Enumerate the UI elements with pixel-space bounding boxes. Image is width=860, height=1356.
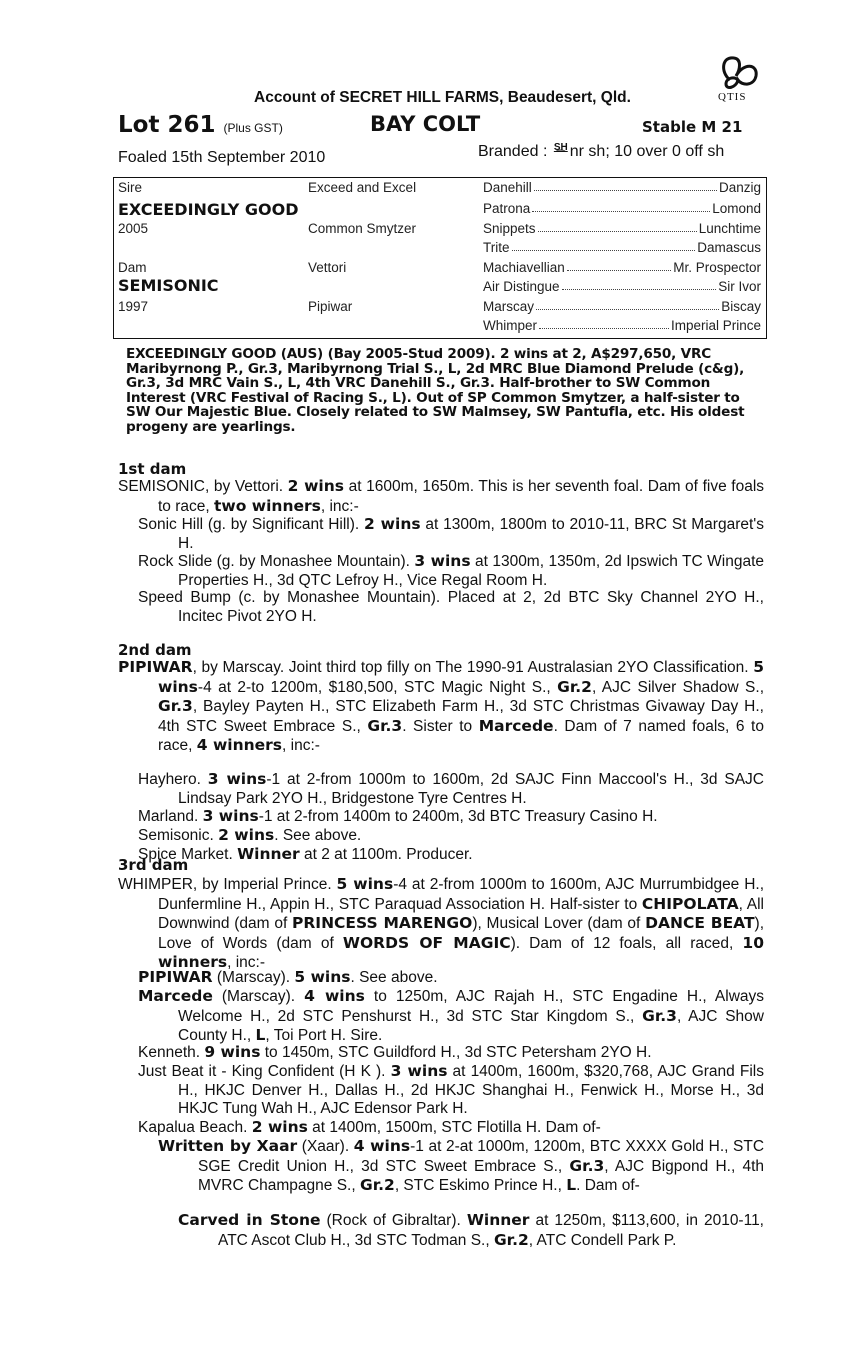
progeny-entry: Hayhero. 3 wins-1 at 2-from 1000m to 1600m, 2d SAJC Finn Maccool's H., 3d SAJC Lindsay Park 2YO H., Bridgestone Tyre Centres H. xyxy=(138,770,764,807)
section-heading-1st-dam: 1st dam xyxy=(118,460,187,478)
qtis-logo xyxy=(714,50,764,106)
dam-year: 1997 xyxy=(118,299,149,314)
sire-dam: Common Smytzer xyxy=(308,221,417,236)
dam-entry: SEMISONIC, by Vettori. 2 wins at 1600m, 1650m. This is her seventh foal. Dam of five foals to race, two winners, inc:- xyxy=(118,477,765,515)
progeny-entry: Marland. 3 wins-1 at 2-from 1400m to 2400m, 3d BTC Treasury Casino H. xyxy=(138,807,658,825)
progeny-entry: Kapalua Beach. 2 wins at 1400m, 1500m, STC Flotilla H. Dam of- xyxy=(138,1118,601,1136)
progeny-entry: Written by Xaar (Xaar). 4 wins-1 at 2-at 1000m, 1200m, BTC XXXX Gold H., STC SGE Credit Union H., 3d STC Sweet Embrace S., Gr.3, AJC Bigpond H., 4th MVRC Champagne S., Gr.2, STC Eskimo Prince H., L. Dam of- xyxy=(158,1137,765,1195)
progeny-entry: Marcede (Marscay). 4 wins to 1250m, AJC Rajah H., STC Engadine H., Always Welcome H., 2d STC Penshurst H., 3d STC Star Kingdom S., Gr.3, AJC Show County H., L, Toi Port H. Sire. xyxy=(138,987,765,1045)
foaled-date: Foaled 15th September 2010 xyxy=(118,149,326,166)
dam-entry: WHIMPER, by Imperial Prince. 5 wins-4 at 2-from 1000m to 1600m, AJC Murrumbidgee H., Dunfermline H., Appin H., STC Paraquad Association H. Half-sister to CHIPOLATA, All Downwind (dam of PRINCESS MARENGO), Musical Lover (dam of DANCE BEAT), Love of Words (dam of WORDS OF MAGIC). Dam of 12 foals, all raced, 10 winners, inc:- xyxy=(118,875,765,972)
dam-name: SEMISONIC xyxy=(118,276,219,295)
sire-sire: Exceed and Excel xyxy=(308,180,417,195)
sire-summary: EXCEEDINGLY GOOD (AUS) (Bay 2005-Stud 2009). 2 wins at 2, A$297,650, VRC Maribyrnong P., Gr.3, Maribyrnong Trial S., L, 2d MRC Blue Diamond Prelude (c&g), Gr.3, 3d MRC Vain S., L, 4th VRC Danehill S., Gr.3. Half-brother to SW Common Interest (VRC Festival of Racing S., L). Out of SP Common Smytzer, a half-sister to SW Our Majestic Blue. Closely related to SW Malmsey, SW Pantufla, etc. His oldest progeny are yearlings. xyxy=(126,346,745,435)
stable-number: Stable M 21 xyxy=(642,118,743,136)
progeny-entry: Rock Slide (g. by Monashee Mountain). 3 wins at 1300m, 1350m, 2d Ipswich TC Wingate Properties H., 3d QTC Lefroy H., Vice Regal Room H. xyxy=(138,552,764,589)
brand-info: Branded : SH ⁀ nr sh; 10 over 0 off sh xyxy=(478,142,725,162)
gp-row: Whimper Imperial Prince xyxy=(483,318,761,333)
progeny-entry: Just Beat it - King Confident (H K ). 3 wins at 1400m, 1600m, $320,768, AJC Grand Fils H., HKJC Denver H., Dallas H., 2d HKJC Shanghai H., Fenwick H., Morse H., 3d HKJC Tung Wah H., AJC Edensor Park H. xyxy=(138,1062,764,1118)
dam-entry: PIPIWAR, by Marscay. Joint third top filly on The 1990-91 Australasian 2YO Classification. 5 wins-4 at 2-to 1200m, $180,500, STC Magic Night S., Gr.2, AJC Silver Shadow S., Gr.3, Bayley Payten H., STC Elizabeth Farm H., 3d STC Christmas Givaway Day H., 4th STC Sweet Embrace S., Gr.3. Sister to Marcede. Dam of 7 named foals, 6 to race, 4 winners, inc:- xyxy=(118,658,765,755)
progeny-entry: Spice Market. Winner at 2 at 1100m. Producer. xyxy=(138,845,473,863)
progeny-entry: Speed Bump (c. by Monashee Mountain). Placed at 2, 2d BTC Sky Channel 2YO H., Incitec Pivot 2YO H. xyxy=(138,589,764,625)
section-heading-3rd-dam: 3rd dam xyxy=(118,856,189,874)
sire-name: EXCEEDINGLY GOOD xyxy=(118,200,299,219)
progeny-entry: Carved in Stone (Rock of Gibraltar). Winner at 1250m, $113,600, in 2010-11, ATC Ascot Club H., 3d STC Todman S., Gr.2, ATC Condell Park P. xyxy=(178,1211,764,1249)
account-line: Account of SECRET HILL FARMS, Beaudesert, Qld. xyxy=(254,89,631,106)
progeny-entry: Sonic Hill (g. by Significant Hill). 2 wins at 1300m, 1800m to 2010-11, BRC St Margaret's H. xyxy=(138,515,764,552)
gp-row: Machiavellian Mr. Prospector xyxy=(483,260,761,275)
gp-row: Snippets Lunchtime xyxy=(483,221,761,236)
dam-label: Dam xyxy=(118,260,147,275)
gst-note: (Plus GST) xyxy=(223,121,283,135)
pedigree-table xyxy=(113,177,767,339)
sire-label: Sire xyxy=(118,180,143,195)
lot-number: Lot 261 (Plus GST) xyxy=(118,112,283,138)
sire-year: 2005 xyxy=(118,221,149,236)
progeny-entry: PIPIWAR (Marscay). 5 wins. See above. xyxy=(138,968,438,986)
gp-row: Marscay Biscay xyxy=(483,299,761,314)
section-heading-2nd-dam: 2nd dam xyxy=(118,641,192,659)
progeny-entry: Semisonic. 2 wins. See above. xyxy=(138,826,362,844)
gp-row: Trite Damascus xyxy=(483,240,761,255)
gp-row: Danehill Danzig xyxy=(483,180,761,195)
logo-text: QTIS xyxy=(718,91,747,103)
progeny-entry: Kenneth. 9 wins to 1450m, STC Guildford H., 3d STC Petersham 2YO H. xyxy=(138,1043,652,1061)
gp-row: Air Distingue Sir Ivor xyxy=(483,279,761,294)
dam-dam: Pipiwar xyxy=(308,299,353,314)
brand-mark-icon: SH ⁀ xyxy=(553,142,568,162)
dam-sire: Vettori xyxy=(308,260,347,275)
horse-description: BAY COLT xyxy=(370,112,481,136)
gp-row: Patrona Lomond xyxy=(483,201,761,216)
